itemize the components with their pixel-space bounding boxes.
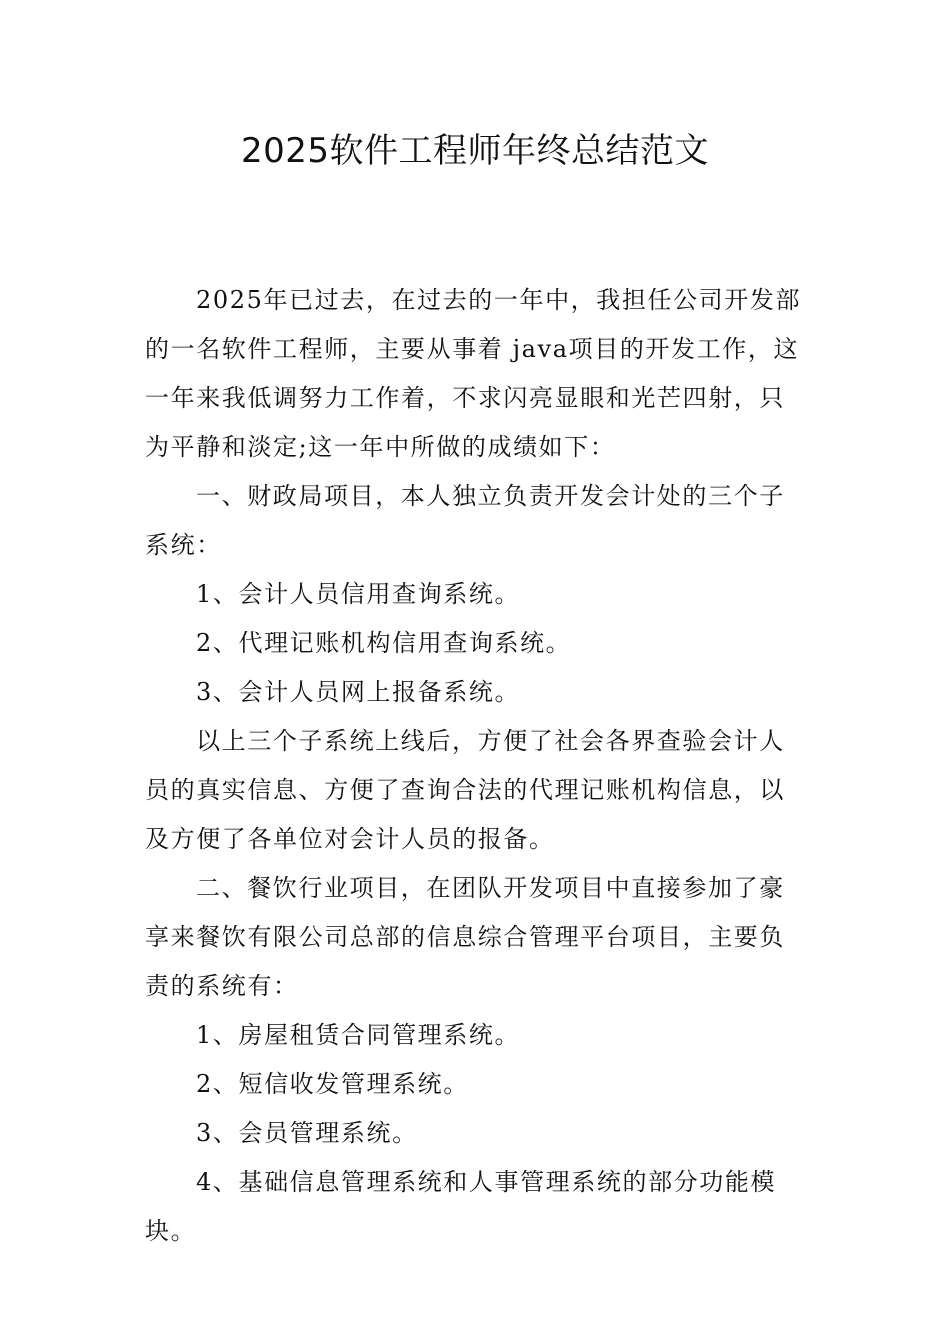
section-one-summary: 以上三个子系统上线后，方便了社会各界查验会计人员的真实信息、方便了查询合法的代理记账机构信息，以及方便了各单位对会计人员的报备。 bbox=[145, 727, 785, 853]
section-one-heading: 一、财政局项目，本人独立负责开发会计处的三个子系统： bbox=[145, 482, 785, 559]
document-title: 2025软件工程师年终总结范文 bbox=[240, 131, 710, 171]
list-item: 2、短信收发管理系统。 bbox=[196, 1070, 469, 1098]
list-item: 1、房屋租赁合同管理系统。 bbox=[196, 1021, 521, 1049]
list-item: 2、代理记账机构信用查询系统。 bbox=[196, 629, 572, 657]
list-item: 3、会计人员网上报备系统。 bbox=[196, 678, 521, 706]
section-two-heading: 二、餐饮行业项目，在团队开发项目中直接参加了豪享来餐饮有限公司总部的信息综合管理平台项目，主要负责的系统有： bbox=[145, 874, 785, 1000]
list-item: 4、基础信息管理系统和人事管理系统的部分功能模块。 bbox=[145, 1168, 777, 1245]
intro-paragraph: 2025年已过去，在过去的一年中，我担任公司开发部的一名软件工程师，主要从事着 java项目的开发工作，这一年来我低调努力工作着，不求闪亮显眼和光芒四射，只为平静和淡定;这一年中所做的成绩如下： bbox=[145, 286, 802, 461]
list-item: 1、会计人员信用查询系统。 bbox=[196, 580, 521, 608]
list-item: 3、会员管理系统。 bbox=[196, 1119, 418, 1147]
document-body bbox=[145, 276, 808, 1256]
